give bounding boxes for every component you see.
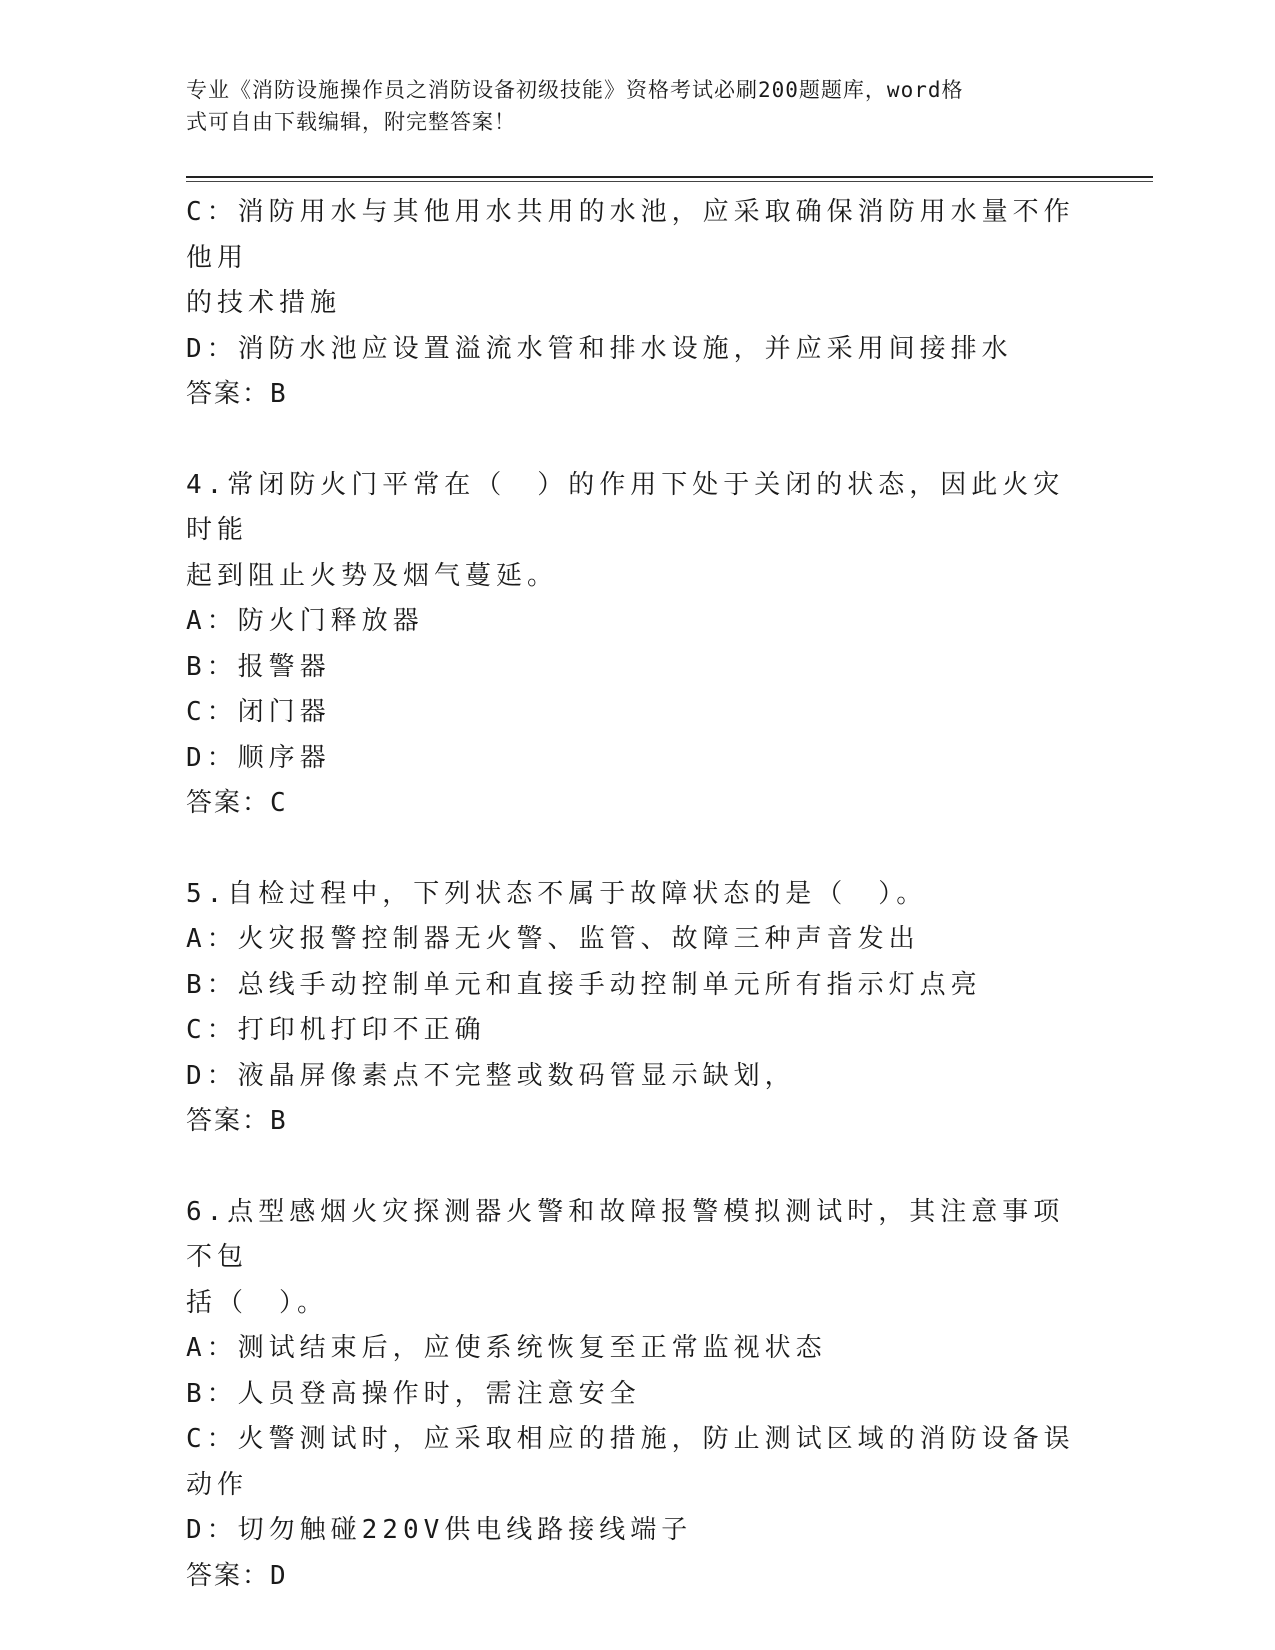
header-rule-thin — [186, 181, 1153, 182]
q3-option-c-line1: C：消防用水与其他用水共用的水池，应采取确保消防用水量不作他用 — [186, 197, 1075, 273]
q6-stem-line2: 括（ ）。 — [186, 1287, 329, 1318]
q5-stem: 5.自检过程中，下列状态不属于故障状态的是（ ）。 — [186, 878, 928, 909]
header-rule-thick — [186, 176, 1153, 178]
question-content — [186, 190, 1086, 1599]
question-spacer — [186, 827, 1086, 872]
question-6 — [186, 1190, 1086, 1600]
document-header — [186, 74, 1066, 138]
question-4 — [186, 463, 1086, 827]
q6-option-a: A：测试结束后，应使系统恢复至正常监视状态 — [186, 1333, 827, 1363]
q4-stem-line2: 起到阻止火势及烟气蔓延。 — [186, 560, 559, 591]
q4-answer: 答案：C — [186, 788, 288, 818]
q3-answer: 答案：B — [186, 379, 288, 409]
question-5 — [186, 872, 1086, 1145]
q6-answer: 答案：D — [186, 1560, 288, 1591]
q3-option-c-line2: 的技术措施 — [186, 288, 342, 318]
q6-option-d: D：切勿触碰220V供电线路接线端子 — [186, 1515, 693, 1545]
question-spacer — [186, 1145, 1086, 1190]
header-line-1: 专业《消防设施操作员之消防设备初级技能》资格考试必刷200题题库，word格 — [186, 78, 964, 102]
q5-option-c: C：打印机打印不正确 — [186, 1015, 486, 1045]
q5-option-d: D：液晶屏像素点不完整或数码管显示缺划， — [186, 1060, 796, 1091]
q5-answer: 答案：B — [186, 1106, 288, 1136]
q5-option-b: B：总线手动控制单元和直接手动控制单元所有指示灯点亮 — [186, 969, 982, 1000]
q6-stem-line1: 6.点型感烟火灾探测器火警和故障报警模拟测试时，其注意事项不包 — [186, 1196, 1065, 1272]
q4-option-d: D：顺序器 — [186, 742, 331, 773]
q5-option-a: A：火灾报警控制器无火警、监管、故障三种声音发出 — [186, 924, 920, 954]
header-line-2: 式可自由下载编辑，附完整答案！ — [186, 110, 516, 134]
q4-stem-line1: 4.常闭防火门平常在（ ）的作用下处于关闭的状态，因此火灾时能 — [186, 469, 1065, 545]
q3-option-d: D：消防水池应设置溢流水管和排水设施，并应采用间接排水 — [186, 333, 1013, 364]
q4-option-c: C：闭门器 — [186, 697, 331, 727]
q6-option-c: C：火警测试时，应采取相应的措施，防止测试区域的消防设备误动作 — [186, 1424, 1075, 1500]
q4-option-a: A：防火门释放器 — [186, 606, 424, 636]
question-spacer — [186, 418, 1086, 463]
q4-option-b: B：报警器 — [186, 651, 331, 682]
question-3-continued — [186, 190, 1086, 418]
q6-option-b: B：人员登高操作时，需注意安全 — [186, 1378, 641, 1409]
